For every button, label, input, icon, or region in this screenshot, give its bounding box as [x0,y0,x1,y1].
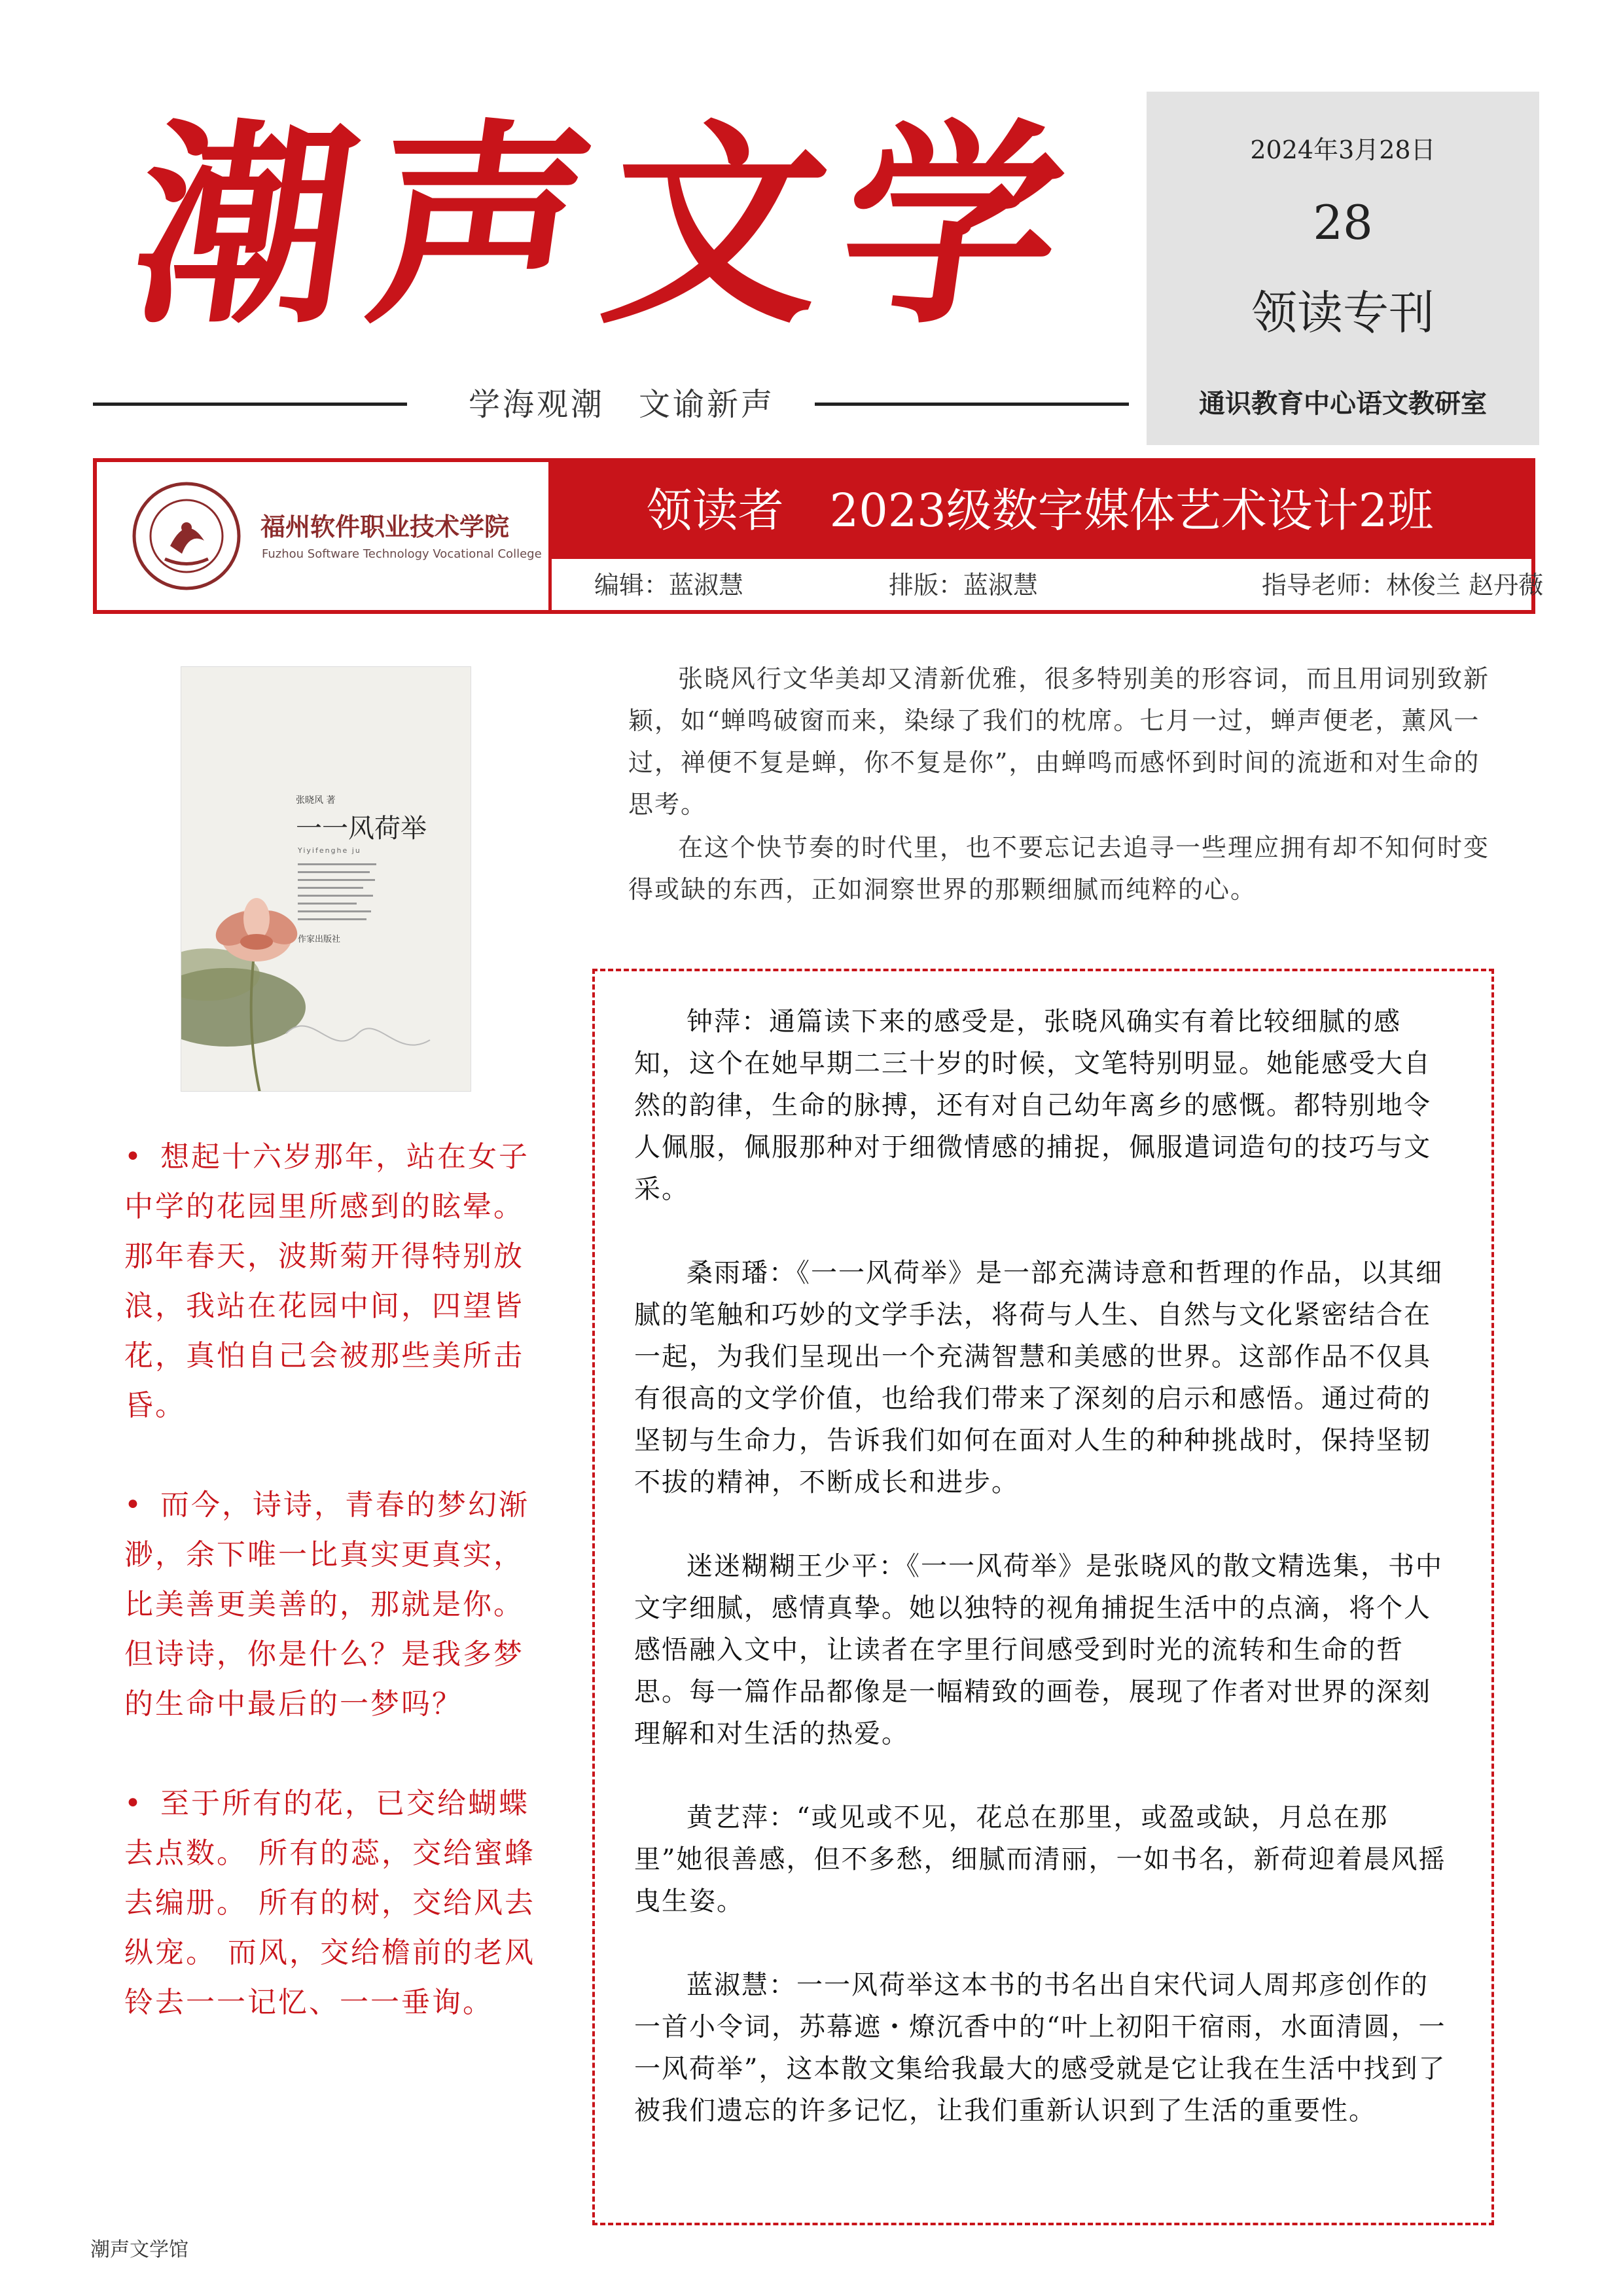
footer-text: 潮声文学馆 [90,2238,188,2261]
intro-paragraph: 张晓风行文华美却又清新优雅，很多特别美的形容词，而且用词别致新颖，如“蝉鸣破窗而来，染绿了我们的枕席。七月一过，蝉声便老，薰风一过，禅便不复是蝉，你不复是你”，由蝉鸣而感怀到时间的流逝和对生命的思考。 [628,664,1490,819]
review-item: 黄艺萍：“或见或不见，花总在那里，或盈或缺，月总在那里”她很善感，但不多愁，细腻而清丽，一如书名，新荷迎着晨风摇曳生姿。 [634,1803,1446,1916]
quote-item [124,1132,543,1431]
book-quotes [124,1132,543,2077]
reviews-box [592,969,1494,2225]
college-seal-icon [131,480,242,592]
issue-info-box [1147,92,1539,445]
quote-text: 而今，诗诗，青春的梦幻渐渺，余下唯一比真实更真实，比美善更美善的，那就是你。但诗诗，你是什么？是我多梦的生命中最后的一梦吗？ [124,1488,529,1721]
credit-editor: 编辑：蓝淑慧 [594,571,744,600]
review-item: 钟萍：通篇读下来的感受是，张晓风确实有着比较细腻的感知，这个在她早期二三十岁的时候，文笔特别明显。她能感受大自然的韵律，生命的脉搏，还有对自己幼年离乡的感慨。都特别地令人佩服，佩服那种对于细微情感的捕捉，佩服遣词造句的技巧与文采。 [634,1007,1431,1204]
intro-text [628,658,1492,912]
banner-title: 领读者 2023级数字媒体艺术设计2班 [646,484,1434,537]
review-item: 蓝淑慧：一一风荷举这本书的书名出自宋代词人周邦彦创作的一首小令词，苏幕遮・燎沉香中的“叶上初阳干宿雨，水面清圆，一一风荷举”，这本散文集给我最大的感受就是它让我在生活中找到了被我们遗忘的许多记忆，让我们重新认识到了生活的重要性。 [634,1970,1446,2126]
credit-layout: 排版：蓝淑慧 [889,571,1039,600]
issue-date: 2024年3月28日 [1250,135,1436,164]
quote-text: 至于所有的花，已交给蝴蝶去点数。 所有的蕊，交给蜜蜂去编册。 所有的树，交给风去纵宠。 而风，交给檐前的老风铃去一一记忆、一一垂询。 [124,1787,535,2019]
review-item: 桑雨璠：《一一风荷举》是一部充满诗意和哲理的作品，以其细腻的笔触和巧妙的文学手法，将荷与人生、自然与文化紧密结合在一起，为我们呈现出一个充满智慧和美感的世界。这部作品不仅具有很高的文学价值，也给我们带来了深刻的启示和感悟。通过荷的坚韧与生命力，告诉我们如何在面对人生的种种挑战时，保持坚韧不拔的精神，不断成长和进步。 [634,1258,1443,1498]
book-cover-image [181,666,471,1092]
college-logo [97,462,548,610]
college-name-en: Fuzhou Software Technology Vocational College [262,547,542,561]
quote-item [124,1480,543,1729]
intro-paragraph: 在这个快节奏的时代里，也不要忘记去追寻一些理应拥有却不知何时变得或缺的东西，正如洞察世界的那颗细腻而纯粹的心。 [628,833,1490,904]
book-cover-publisher: 作家出版社 [298,935,341,944]
bullet-icon: • [124,1488,143,1522]
book-cover-art [181,667,471,1092]
slogan-rule-left [93,403,407,406]
book-cover-author: 张晓风 著 [296,795,336,806]
review-item: 迷迷糊糊王少平：《一一风荷举》是张晓风的散文精选集，书中文字细腻，感情真挚。她以独特的视角捕捉生活中的点滴，将个人感悟融入文中，让读者在字里行间感受到时光的流转和生命的哲思。每一篇作品都像是一幅精致的画卷，展现了作者对世界的深刻理解和对生活的热爱。 [634,1551,1443,1749]
issuing-office: 通识教育中心语文教研室 [1199,388,1487,419]
masthead-title: 潮声文学 [119,99,1098,353]
slogan: 学海观潮 文谕新声 [468,386,775,423]
reader-banner [93,458,1544,614]
credit-advisor: 指导老师：林俊兰 赵丹薇 [1262,571,1544,600]
slogan-rule-right [815,403,1129,406]
bullet-icon: • [124,1787,143,1820]
issue-type: 领读专刊 [1251,286,1435,340]
banner-title-bar [548,462,1531,559]
quote-text: 想起十六岁那年，站在女子中学的花园里所感到的眩晕。那年春天，波斯菊开得特别放浪，我站在花园中间，四望皆花，真怕自己会被那些美所击昏。 [124,1140,529,1422]
book-cover-pinyin: Yiyifenghe ju [298,846,361,855]
book-cover-title: 一一风荷举 [296,814,427,844]
issue-number: 28 [1313,195,1373,250]
reviews-list [634,1001,1452,2132]
bullet-icon: • [124,1140,143,1174]
college-name-cn: 福州软件职业技术学院 [260,512,510,541]
credits-row [555,560,1544,610]
quote-item [124,1779,543,2028]
